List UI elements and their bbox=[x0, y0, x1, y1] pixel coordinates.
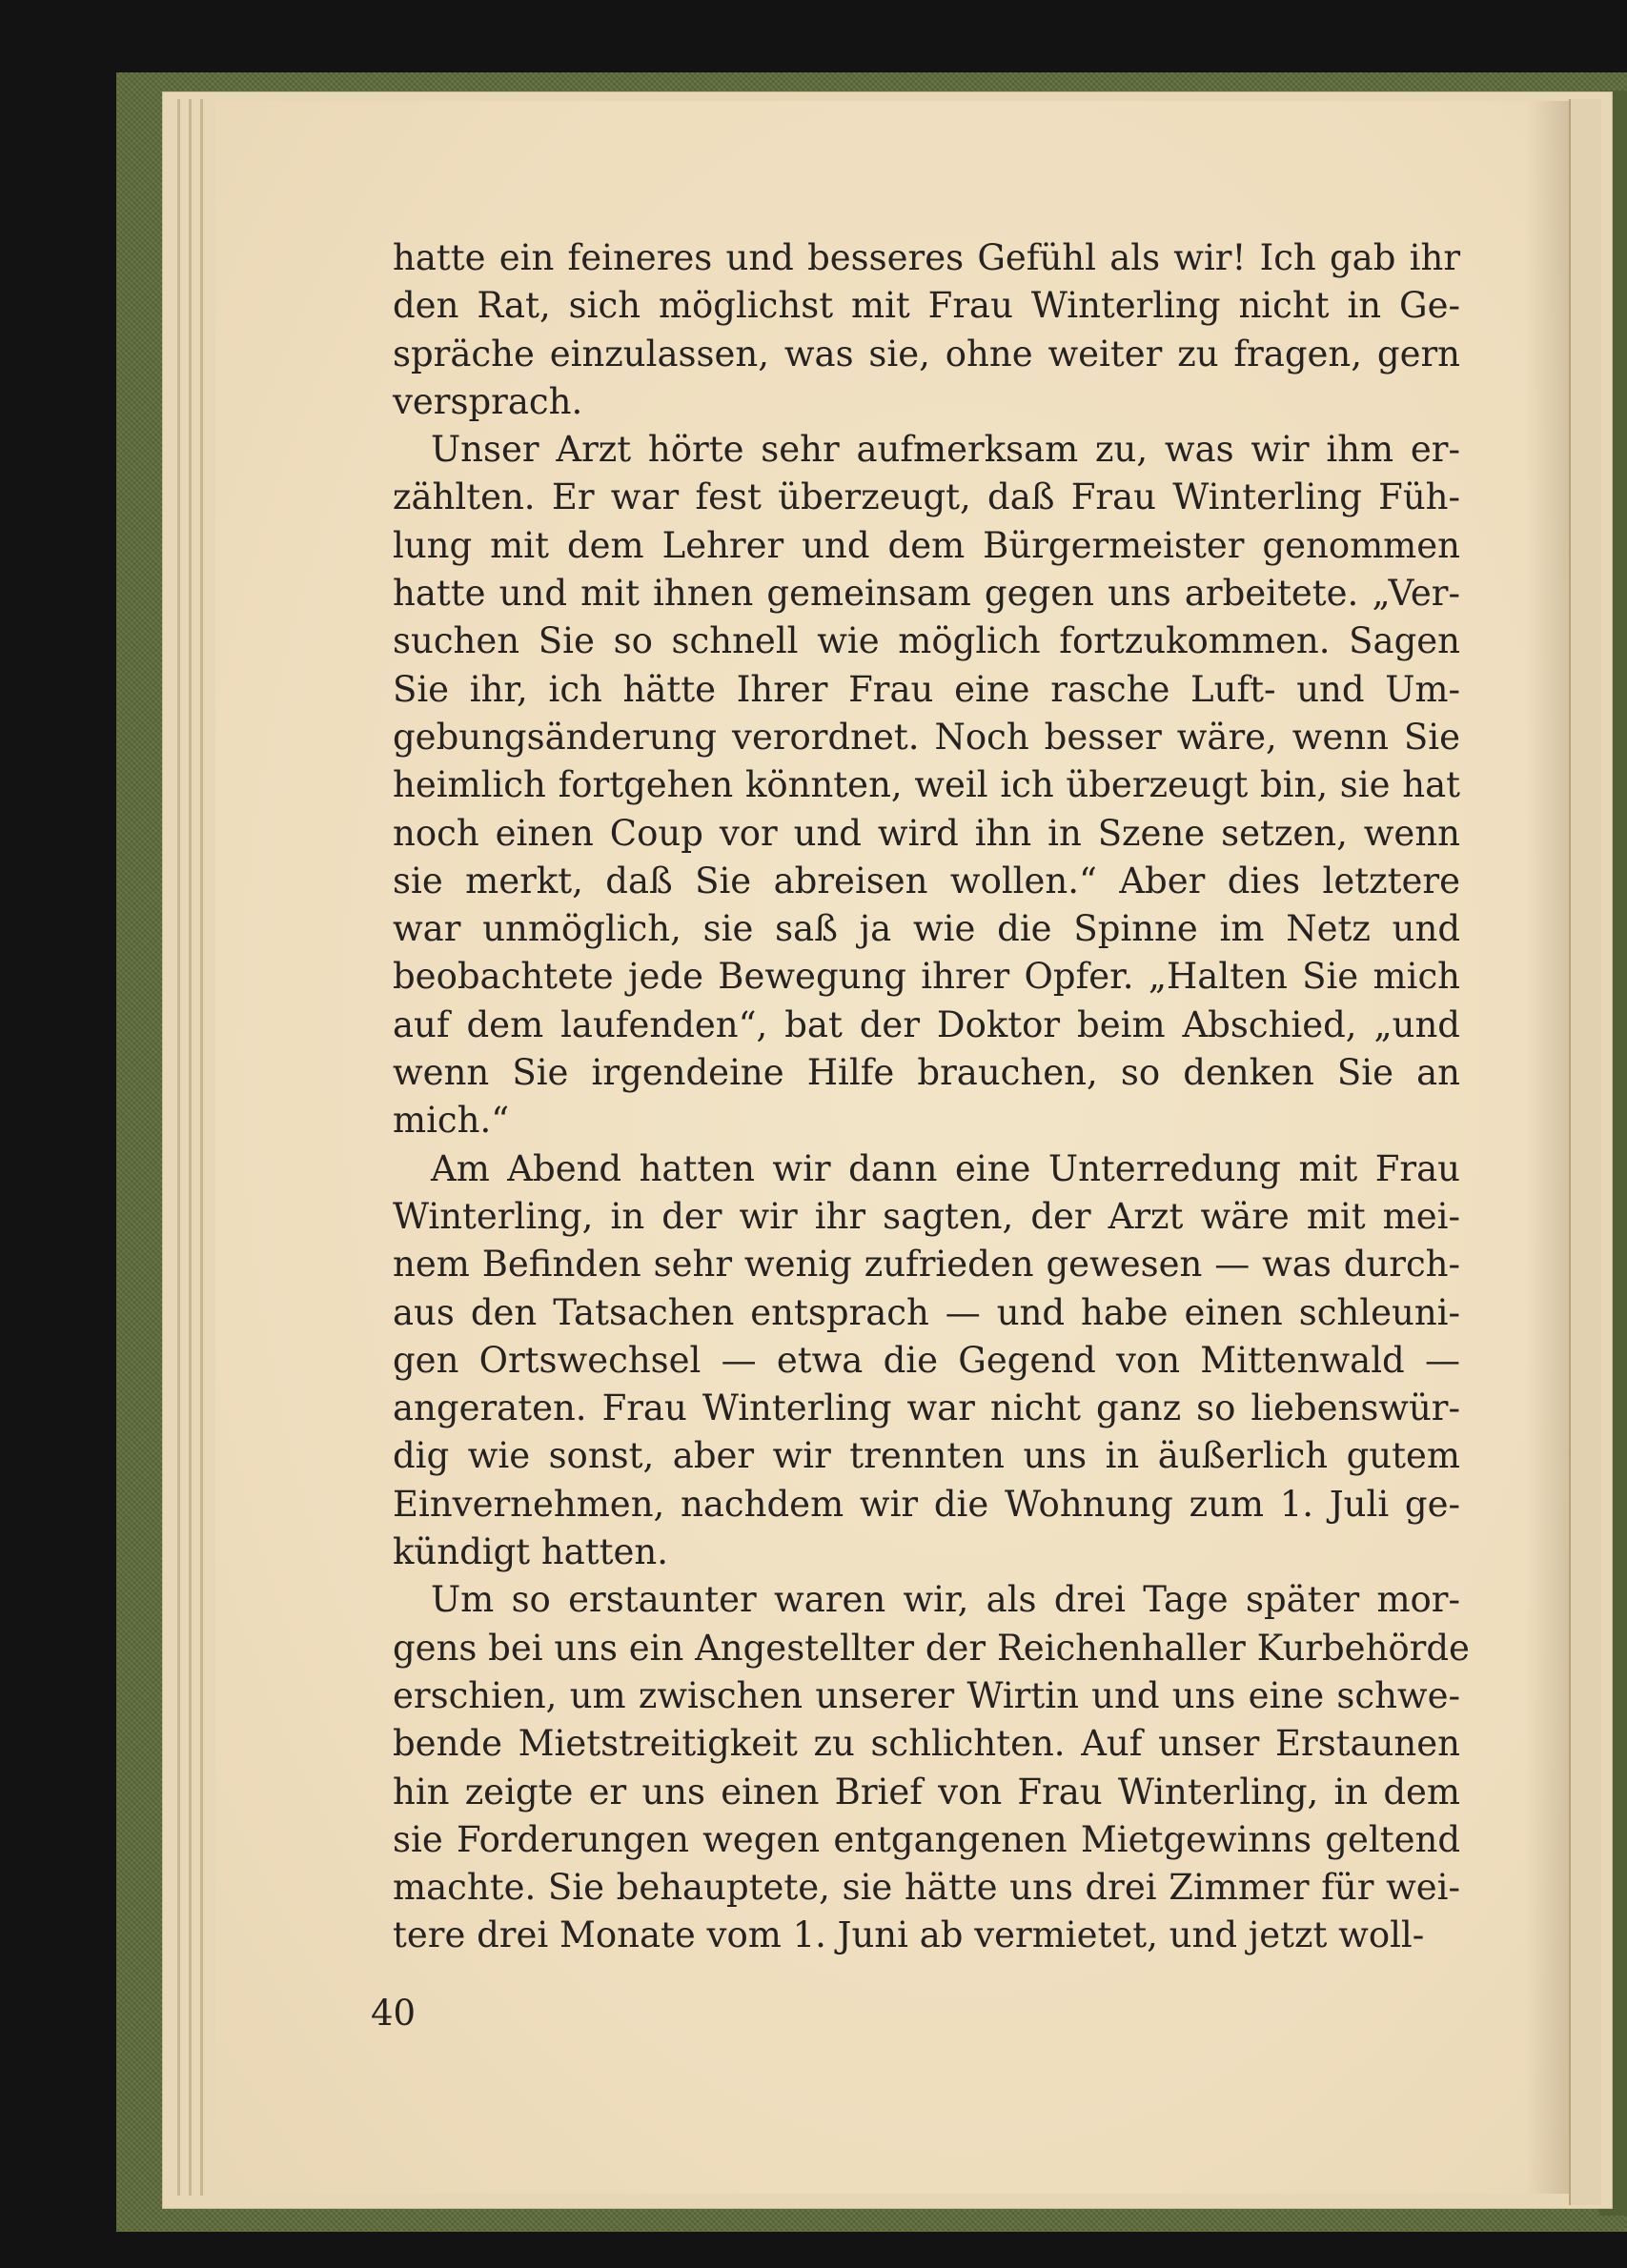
text-line: heimlich fortgehen könnten, weil ich überzeugt bin, sie hat bbox=[393, 764, 1460, 806]
text-line: gens bei uns ein Angestellter der Reichenhaller Kurbehörde bbox=[393, 1627, 1470, 1669]
text-line: lung mit dem Lehrer und dem Bürgermeister genommen bbox=[393, 524, 1460, 566]
text-line: den Rat, sich möglichst mit Frau Winterling nicht in Ge- bbox=[393, 285, 1460, 327]
page-edge-line bbox=[177, 99, 180, 2196]
text-line: nem Befinden sehr wenig zufrieden gewesen — was durch- bbox=[393, 1244, 1460, 1286]
page-edge-line bbox=[200, 99, 203, 2196]
text-line: machte. Sie behauptete, sie hätte uns drei Zimmer für wei- bbox=[393, 1867, 1460, 1909]
text-line: Um so erstaunter waren wir, als drei Tage später mor- bbox=[431, 1579, 1460, 1621]
text-line: spräche einzulassen, was sie, ohne weiter zu fragen, gern bbox=[393, 333, 1460, 375]
text-line: Unser Arzt hörte sehr aufmerksam zu, was wir ihm er- bbox=[431, 429, 1460, 471]
text-line: angeraten. Frau Winterling war nicht ganz so liebenswür- bbox=[393, 1387, 1460, 1429]
paragraph bbox=[393, 1145, 1460, 1577]
text-line: hatte und mit ihnen gemeinsam gegen uns arbeitete. „Ver- bbox=[393, 573, 1460, 615]
text-line: gen Ortswechsel — etwa die Gegend von Mittenwald — bbox=[393, 1339, 1460, 1381]
paragraph bbox=[393, 234, 1460, 426]
text-line: bende Mietstreitigkeit zu schlichten. Auf unser Erstaunen bbox=[393, 1723, 1460, 1765]
text-line: dig wie sonst, aber wir trennten uns in äußerlich gutem bbox=[393, 1435, 1460, 1477]
text-line: Sie ihr, ich hätte Ihrer Frau eine rasche Luft- und Um- bbox=[393, 668, 1460, 710]
text-line: noch einen Coup vor und wird ihn in Szene setzen, wenn bbox=[393, 812, 1460, 854]
text-line: versprach. bbox=[393, 380, 583, 422]
text-line: war unmöglich, sie saß ja wie die Spinne im Netz und bbox=[393, 908, 1460, 950]
text-line: hatte ein feineres und besseres Gefühl als wir! Ich gab ihr bbox=[393, 237, 1460, 278]
text-line: Am Abend hatten wir dann eine Unterredung mit Frau bbox=[431, 1147, 1460, 1189]
text-line: beobachtete jede Bewegung ihrer Opfer. „Halten Sie mich bbox=[393, 956, 1460, 998]
text-line: tere drei Monate vom 1. Juni ab vermietet, und jetzt woll- bbox=[393, 1914, 1425, 1956]
text-line: sie Forderungen wegen entgangenen Mietgewinns geltend bbox=[393, 1818, 1460, 1860]
page-body-text bbox=[393, 234, 1470, 1960]
text-line: Winterling, in der wir ihr sagten, der Arzt wäre mit mei- bbox=[393, 1195, 1460, 1237]
text-line: aus den Tatsachen entsprach — und habe einen schleuni- bbox=[393, 1291, 1460, 1333]
facing-page-edge bbox=[1569, 99, 1601, 2205]
text-line: suchen Sie so schnell wie möglich fortzukommen. Sagen bbox=[393, 620, 1460, 662]
text-line: Einvernehmen, nachdem wir die Wohnung zum 1. Juli ge- bbox=[393, 1483, 1460, 1525]
text-line: erschien, um zwischen unserer Wirtin und uns eine schwe- bbox=[393, 1674, 1460, 1716]
text-line: auf dem laufenden“, bat der Doktor beim Abschied, „und bbox=[393, 1003, 1460, 1045]
gutter-shadow bbox=[1525, 101, 1569, 2194]
text-line: hin zeigte er uns einen Brief von Frau Winterling, in dem bbox=[393, 1771, 1460, 1812]
text-line: sie merkt, daß Sie abreisen wollen.“ Aber dies letztere bbox=[393, 860, 1460, 901]
paragraph bbox=[393, 1576, 1470, 1959]
text-line: zählten. Er war fest überzeugt, daß Frau Winterling Füh- bbox=[393, 476, 1460, 518]
paragraph bbox=[393, 426, 1460, 1144]
text-line: wenn Sie irgendeine Hilfe brauchen, so denken Sie an bbox=[393, 1052, 1460, 1094]
page-edge-line bbox=[189, 99, 192, 2196]
text-line: gebungsänderung verordnet. Noch besser wäre, wenn Sie bbox=[393, 716, 1460, 758]
text-line: mich.“ bbox=[393, 1100, 510, 1142]
text-line: kündigt hatten. bbox=[393, 1531, 669, 1573]
page-number: 40 bbox=[371, 1993, 417, 2034]
